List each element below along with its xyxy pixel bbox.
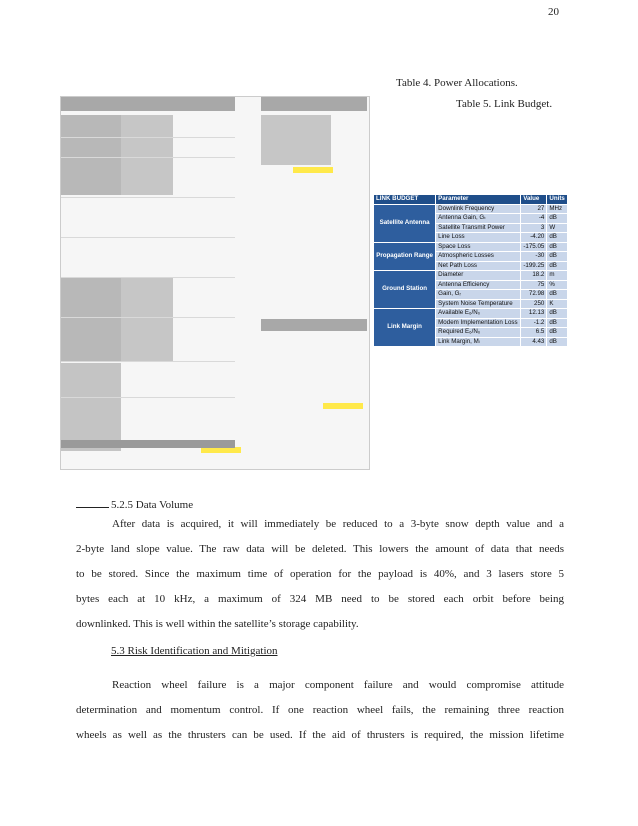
value-cell: -199.25: [521, 261, 547, 271]
link-budget-header-row: [374, 195, 568, 205]
value-cell: 27: [521, 204, 547, 214]
link-budget-table: [373, 194, 568, 347]
value-cell: 6.5: [521, 328, 547, 338]
paragraph-line: After data is acquired, it will immediately be reduced to a 3-byte snow depth value and a: [112, 518, 564, 530]
value-cell: 75: [521, 280, 547, 290]
param-cell: Gain, Gᵣ: [436, 290, 521, 300]
unit-cell: W: [547, 223, 568, 233]
table-row: [374, 204, 568, 214]
group-link-margin: Link Margin: [374, 309, 436, 347]
section-heading-risk: 5.3 Risk Identification and Mitigation: [111, 645, 278, 657]
paragraph-line: 2-byte land slope value. The raw data will be deleted. This lowers the amount of data that needs: [76, 543, 564, 555]
paragraph-line: Reaction wheel failure is a major component failure and would compromise attitude: [112, 679, 564, 691]
param-cell: Antenna Efficiency: [436, 280, 521, 290]
header-units: Units: [547, 195, 568, 205]
param-cell: Satellite Transmit Power: [436, 223, 521, 233]
param-cell: Required E₆/N₀: [436, 328, 521, 338]
param-cell: Diameter: [436, 271, 521, 281]
value-cell: 18.2: [521, 271, 547, 281]
table-row: [374, 242, 568, 252]
value-cell: -175.05: [521, 242, 547, 252]
paragraph-risk: [76, 673, 564, 748]
param-cell: Downlink Frequency: [436, 204, 521, 214]
param-cell: Available E₆/N₀: [436, 309, 521, 319]
group-propagation-range: Propagation Range: [374, 242, 436, 271]
value-cell: 4.43: [521, 337, 547, 347]
unit-cell: dB: [547, 328, 568, 338]
value-cell: 72.98: [521, 290, 547, 300]
param-cell: Line Loss: [436, 233, 521, 243]
paragraph-line: bytes each at 10 kHz, a maximum of 324 MB need to be stored each orbit before being: [76, 593, 564, 605]
unit-cell: %: [547, 280, 568, 290]
unit-cell: dB: [547, 214, 568, 224]
unit-cell: dB: [547, 233, 568, 243]
unit-cell: dB: [547, 318, 568, 328]
paragraph-data-volume: [76, 512, 564, 637]
group-satellite-antenna: Satellite Antenna: [374, 204, 436, 242]
page-number: 20: [548, 6, 559, 18]
unit-cell: dB: [547, 252, 568, 262]
param-cell: Antenna Gain, Gₜ: [436, 214, 521, 224]
header-link-budget: LINK BUDGET: [374, 195, 436, 205]
unit-cell: K: [547, 299, 568, 309]
unit-cell: dB: [547, 337, 568, 347]
value-cell: -4.20: [521, 233, 547, 243]
param-cell: Net Path Loss: [436, 261, 521, 271]
section-rule: [76, 507, 109, 508]
header-parameter: Parameter: [436, 195, 521, 205]
value-cell: 12.13: [521, 309, 547, 319]
unit-cell: m: [547, 271, 568, 281]
paragraph-line: to be stored. Since the maximum time of operation for the payload is 40%, and 3 lasers store 5: [76, 568, 564, 580]
table-row: [374, 309, 568, 319]
group-ground-station: Ground Station: [374, 271, 436, 309]
value-cell: -30: [521, 252, 547, 262]
table-row: [374, 271, 568, 281]
table-4-caption: Table 4. Power Allocations.: [396, 77, 518, 89]
param-cell: System Noise Temperature: [436, 299, 521, 309]
value-cell: 3: [521, 223, 547, 233]
unit-cell: dB: [547, 309, 568, 319]
paragraph-line: determination and momentum control. If one reaction wheel fails, the remaining three reaction: [76, 704, 564, 716]
header-value: Value: [521, 195, 547, 205]
param-cell: Atmospheric Losses: [436, 252, 521, 262]
value-cell: -4: [521, 214, 547, 224]
value-cell: -1.2: [521, 318, 547, 328]
paragraph-line: downlinked. This is well within the satellite’s storage capability.: [76, 618, 359, 630]
power-allocations-figure: [60, 96, 370, 470]
unit-cell: dB: [547, 242, 568, 252]
value-cell: 250: [521, 299, 547, 309]
table-5-caption: Table 5. Link Budget.: [456, 98, 553, 110]
section-heading-data-volume: 5.2.5 Data Volume: [111, 499, 194, 511]
param-cell: Modem Implementation Loss: [436, 318, 521, 328]
param-cell: Space Loss: [436, 242, 521, 252]
param-cell: Link Margin, Mₗ: [436, 337, 521, 347]
paragraph-line: wheels as well as the thrusters can be used. If the aid of thrusters is required, the mission lifetime: [76, 729, 564, 741]
unit-cell: dB: [547, 290, 568, 300]
unit-cell: MHz: [547, 204, 568, 214]
unit-cell: dB: [547, 261, 568, 271]
